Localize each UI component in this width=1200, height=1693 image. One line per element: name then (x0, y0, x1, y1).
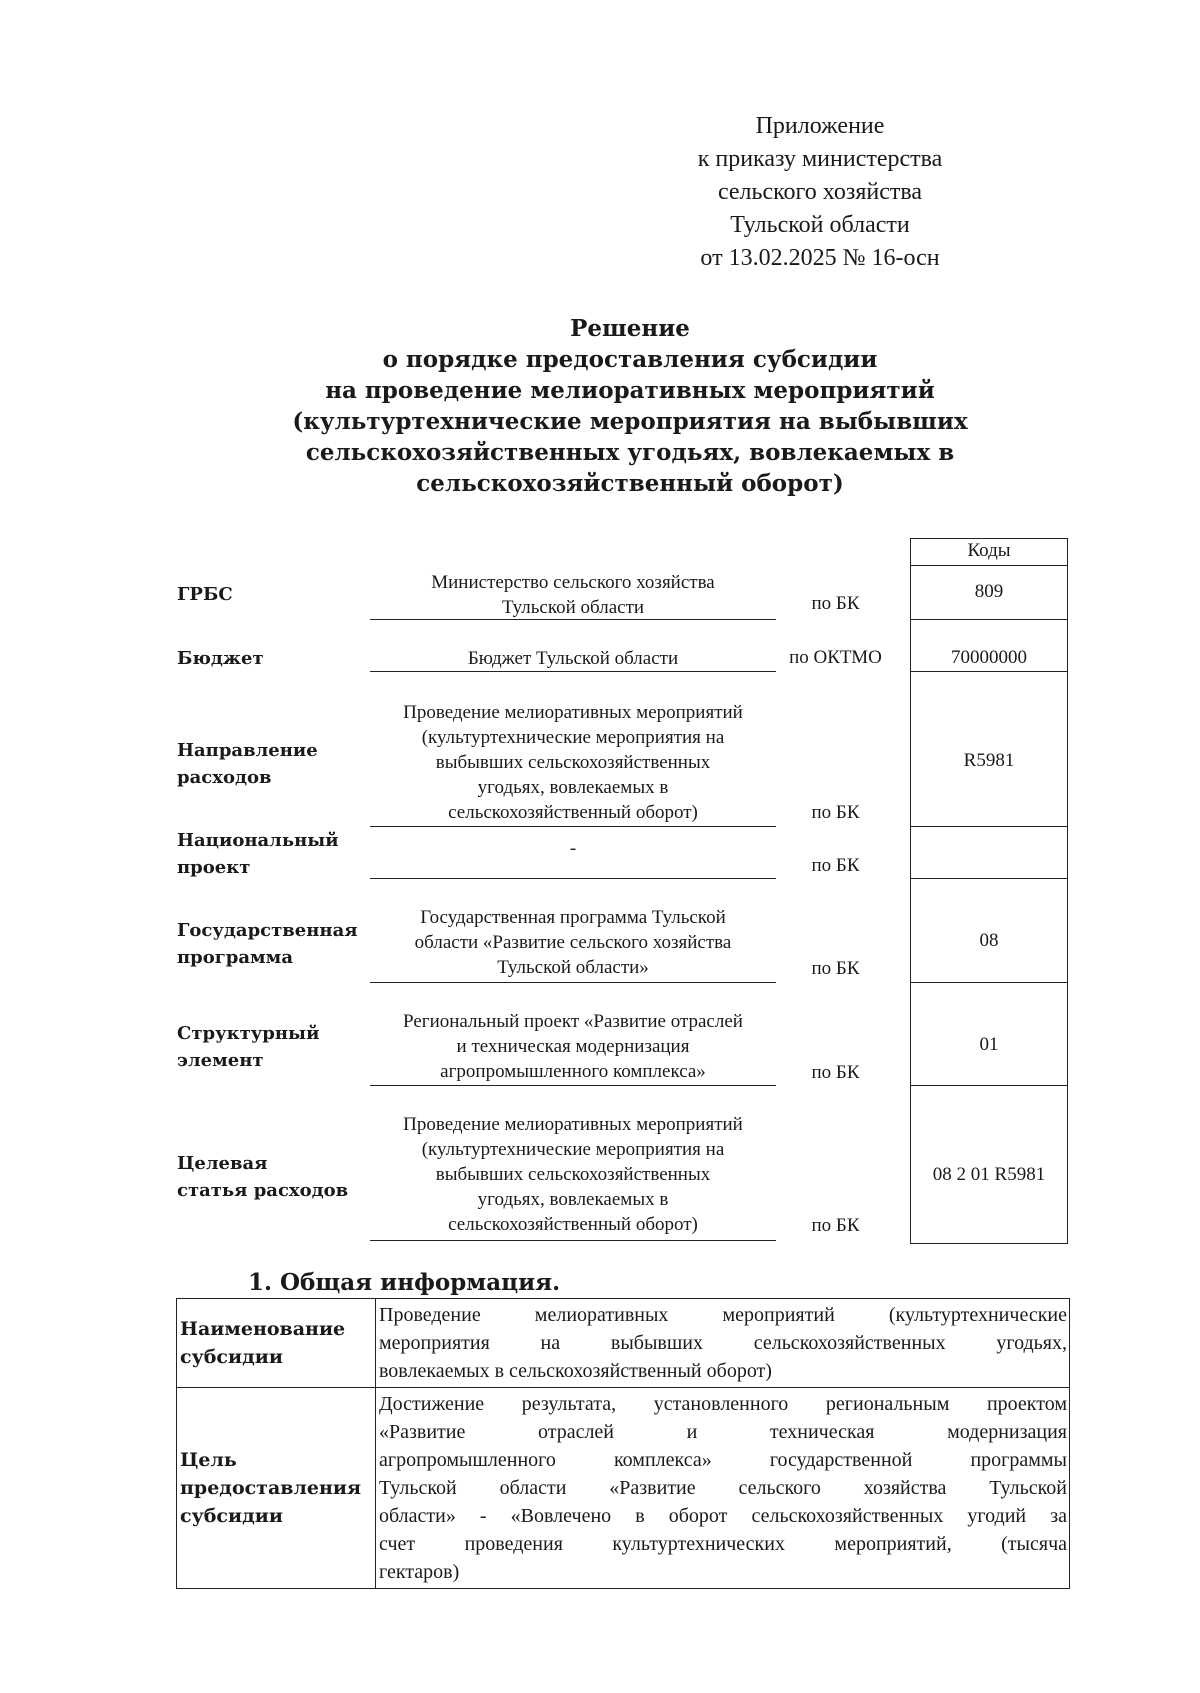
table-cell-value: Проведение мелиоративных мероприятий (культуртехнические мероприятия на выбывших сельскохозяйственных угодьях, вовлекаемых в сельскохозяйственный оборот) (376, 1299, 1070, 1388)
param-classifier: по БК (811, 958, 860, 979)
param-label-state-program: Государственная программа (177, 920, 358, 968)
param-value-direction: Проведение мелиоративных мероприятий (культуртехнические мероприятия на выбывших сельскохозяйственных угодьях, вовлекаемых в сельскохозяйственный оборот) (403, 702, 743, 823)
param-code-budget: 70000000 (951, 647, 1027, 668)
param-code-structural-element: 01 (979, 1034, 999, 1055)
table-cell-label: Наименование субсидии (177, 1299, 376, 1388)
table-cell-value: Достижение результата, установленного региональным проектом «Развитие отраслей и техническая модернизация агропромышленного комплекса» государственной программы Тульской области «Развитие сельского хозяйства Тульской области» - «Вовлечено в оборот сельскохозяйственных угодий за счет проведения культуртехнических мероприятий, (тысяча гектаров) (376, 1388, 1070, 1589)
table-cell-label: Цель предоставления субсидии (177, 1388, 376, 1589)
appendix-line: от 13.02.2025 № 16-осн (700, 245, 940, 271)
codes-column-frame (910, 538, 1068, 1244)
param-code-direction: R5981 (963, 750, 1015, 771)
param-label-structural-element: Структурный элемент (177, 1023, 320, 1071)
param-underline (370, 1085, 776, 1086)
param-label-national-project: Национальный проект (177, 830, 339, 878)
param-label-budget: Бюджет (177, 648, 264, 669)
param-value-state-program: Государственная программа Тульской области «Развитие сельского хозяйства Тульской области» (414, 907, 732, 978)
section-heading: 1. Общая информация. (248, 1269, 561, 1296)
title-line: сельскохозяйственный оборот) (416, 470, 844, 497)
param-code-target-article: 08 2 01 R5981 (932, 1164, 1046, 1185)
param-classifier: по БК (811, 802, 860, 823)
param-value-target-article: Проведение мелиоративных мероприятий (культуртехнические мероприятия на выбывших сельскохозяйственных угодьях, вовлекаемых в сельскохозяйственный оборот) (403, 1114, 743, 1235)
table-row (177, 1299, 1070, 1388)
param-value-budget: Бюджет Тульской области (467, 648, 679, 669)
param-underline (370, 982, 776, 983)
param-value-national-project: - (569, 838, 577, 859)
appendix-line: Тульской области (730, 212, 910, 238)
param-classifier: по БК (811, 1215, 860, 1236)
param-underline (370, 1240, 776, 1241)
codes-divider (910, 982, 1068, 983)
param-classifier: по БК (811, 593, 860, 614)
appendix-block (640, 110, 1000, 275)
codes-divider (910, 565, 1068, 566)
document-title (180, 313, 1080, 499)
param-code-grbs: 809 (974, 581, 1004, 602)
param-classifier: по ОКТМО (789, 647, 882, 668)
title-line: на проведение мелиоративных мероприятий (325, 377, 935, 404)
codes-header: Коды (967, 540, 1011, 561)
table-row (177, 1388, 1070, 1589)
appendix-line: сельского хозяйства (717, 179, 923, 205)
appendix-line: к приказу министерства (697, 146, 943, 172)
param-classifier: по БК (811, 855, 860, 876)
title-line: о порядке предоставления субсидии (382, 346, 878, 373)
param-underline (370, 671, 776, 672)
param-value-grbs: Министерство сельского хозяйства Тульской области (431, 572, 715, 618)
param-code-state-program: 08 (979, 930, 999, 951)
codes-divider (910, 619, 1068, 620)
codes-divider (910, 1085, 1068, 1086)
param-underline (370, 619, 776, 620)
title-line: (культуртехнические мероприятия на выбывших (292, 408, 968, 435)
param-value-structural-element: Региональный проект «Развитие отраслей и техническая модернизация агропромышленного комплекса» (403, 1011, 743, 1082)
param-label-grbs: ГРБС (177, 584, 233, 605)
param-label-direction: Направление расходов (177, 740, 318, 788)
codes-divider (910, 826, 1068, 827)
param-underline (370, 878, 776, 879)
general-info-table (176, 1298, 1070, 1589)
codes-divider (910, 878, 1068, 879)
appendix-line: Приложение (755, 113, 885, 139)
param-label-target-article: Целевая статья расходов (177, 1153, 349, 1201)
param-classifier: по БК (811, 1062, 860, 1083)
param-underline (370, 826, 776, 827)
title-line: Решение (570, 315, 690, 342)
title-line: сельскохозяйственных угодьях, вовлекаемых в (305, 439, 955, 466)
codes-divider (910, 671, 1068, 672)
